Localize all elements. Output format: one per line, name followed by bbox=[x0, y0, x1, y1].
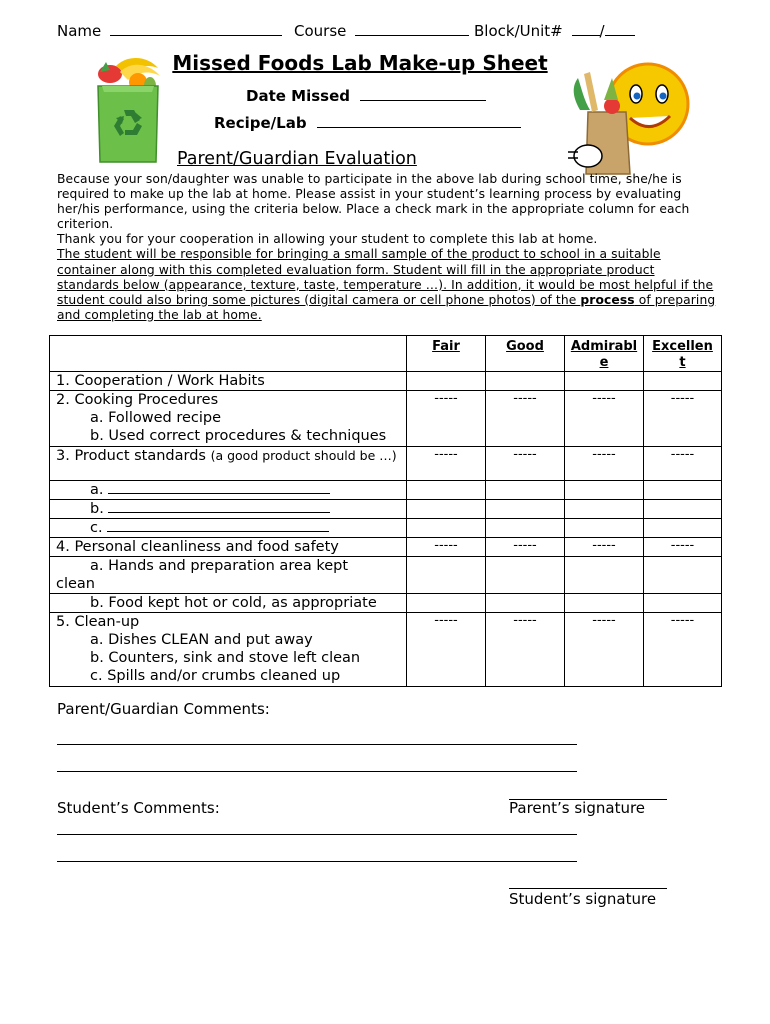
rating-cell[interactable] bbox=[644, 500, 722, 519]
course-label: Course bbox=[294, 22, 347, 40]
rating-cell[interactable] bbox=[407, 594, 486, 613]
green-bag-icon bbox=[98, 86, 158, 162]
table-row bbox=[50, 594, 722, 613]
table-header-row bbox=[50, 336, 722, 372]
table-row bbox=[50, 519, 722, 538]
name-field bbox=[57, 22, 282, 40]
recipe-lab-field bbox=[214, 114, 521, 132]
date-missed-label: Date Missed bbox=[246, 87, 350, 105]
student-comment-line-2[interactable] bbox=[57, 861, 577, 862]
standard-c-line[interactable] bbox=[107, 519, 329, 532]
intro-paragraph-1: Because your son/daughter was unable to participate in the above lab during school time, she/he is required to make up the lab at home. Please assist in your student’s learning process by evaluating her/his performance, using the criteria below. Place a check mark in the appropriate column for each criterion. bbox=[57, 172, 690, 232]
smiley-grocery-bag-icon bbox=[566, 60, 690, 178]
criteria-header-cell bbox=[50, 336, 407, 372]
table-row bbox=[50, 481, 722, 500]
student-signature-line[interactable] bbox=[509, 888, 667, 889]
rating-cell[interactable] bbox=[407, 519, 486, 538]
table-row bbox=[50, 613, 722, 687]
rating-cell[interactable] bbox=[407, 500, 486, 519]
standard-b: b. bbox=[50, 500, 407, 519]
rating-cell[interactable]: ----- bbox=[407, 391, 486, 447]
rating-cell[interactable]: ----- bbox=[407, 538, 486, 557]
standard-a-line[interactable] bbox=[108, 481, 330, 494]
rating-cell[interactable] bbox=[644, 481, 722, 500]
block-separator: / bbox=[599, 22, 605, 40]
rating-cell[interactable] bbox=[486, 594, 565, 613]
criterion-cleanliness: 4. Personal cleanliness and food safety bbox=[50, 538, 407, 557]
name-line bbox=[110, 22, 282, 36]
student-signature-label: Student’s signature bbox=[509, 890, 657, 908]
rating-cell[interactable] bbox=[644, 519, 722, 538]
rating-cell[interactable] bbox=[486, 500, 565, 519]
rating-cell[interactable]: ----- bbox=[644, 447, 722, 481]
rating-cell[interactable] bbox=[407, 557, 486, 594]
rating-cell[interactable]: ----- bbox=[407, 447, 486, 481]
rating-cell[interactable] bbox=[565, 594, 644, 613]
evaluation-table bbox=[49, 335, 722, 687]
recipe-lab-line bbox=[317, 114, 521, 128]
criterion-product-standards: 3. Product standards (a good product should be …) bbox=[50, 447, 407, 481]
rating-cell[interactable] bbox=[565, 500, 644, 519]
rating-cell[interactable] bbox=[644, 557, 722, 594]
recycle-bag-icon bbox=[88, 52, 168, 164]
table-row bbox=[50, 557, 722, 594]
parent-comments-label: Parent/Guardian Comments: bbox=[57, 700, 270, 718]
date-missed-line bbox=[360, 87, 486, 101]
process-bold: process bbox=[580, 292, 635, 307]
block-line bbox=[572, 22, 600, 36]
rating-cell[interactable] bbox=[565, 519, 644, 538]
parent-comment-line-1[interactable] bbox=[57, 744, 577, 745]
rating-cell[interactable] bbox=[407, 481, 486, 500]
date-missed-field bbox=[246, 87, 486, 105]
rating-cell[interactable]: ----- bbox=[565, 538, 644, 557]
rating-cell[interactable]: ----- bbox=[486, 391, 565, 447]
rating-cell[interactable] bbox=[486, 519, 565, 538]
cleanliness-b: b. Food kept hot or cold, as appropriate bbox=[50, 594, 407, 613]
rating-cell[interactable]: ----- bbox=[644, 538, 722, 557]
rating-cell[interactable]: ----- bbox=[407, 613, 486, 687]
column-good: Good bbox=[486, 336, 565, 372]
standard-a: a. bbox=[50, 481, 407, 500]
intro-paragraph-2: Thank you for your cooperation in allowing your student to complete this lab at home. bbox=[57, 232, 598, 247]
rating-cell[interactable] bbox=[486, 372, 565, 391]
criterion-cooking-procedures: 2. Cooking Procedures a. Followed recipe b. Used correct procedures & techniques bbox=[50, 391, 407, 447]
column-admirable: Admirabl e bbox=[565, 336, 644, 372]
parent-comment-line-2[interactable] bbox=[57, 771, 577, 772]
recipe-lab-label: Recipe/Lab bbox=[214, 114, 307, 132]
rating-cell[interactable] bbox=[565, 372, 644, 391]
table-row bbox=[50, 372, 722, 391]
block-unit-label: Block/Unit# bbox=[474, 22, 563, 40]
table-row bbox=[50, 500, 722, 519]
standard-c: c. bbox=[50, 519, 407, 538]
standard-b-line[interactable] bbox=[108, 500, 330, 513]
block-unit-field bbox=[474, 22, 635, 40]
parent-signature-label: Parent’s signature bbox=[509, 799, 646, 817]
student-comment-line-1[interactable] bbox=[57, 834, 577, 835]
rating-cell[interactable]: ----- bbox=[486, 447, 565, 481]
rating-cell[interactable]: ----- bbox=[565, 613, 644, 687]
rating-cell[interactable]: ----- bbox=[644, 391, 722, 447]
table-row bbox=[50, 538, 722, 557]
rating-cell[interactable] bbox=[644, 594, 722, 613]
table-row bbox=[50, 447, 722, 481]
glove-hand-icon bbox=[574, 145, 602, 167]
evaluation-heading: Parent/Guardian Evaluation bbox=[177, 149, 417, 169]
intro-paragraph-3: The student will be responsible for bringing a small sample of the product to school in a suitable container along with this completed evaluation form. Student will fill in the appropriate product standards below (appearance, texture, taste, temperature …). In addition, it would be most helpful if the student could also bring some pictures (digital camera or cell phone photos) of the process of preparing and completing the lab at home. bbox=[57, 247, 716, 322]
rating-cell[interactable] bbox=[407, 372, 486, 391]
rating-cell[interactable] bbox=[644, 372, 722, 391]
student-comments-label: Student’s Comments: bbox=[57, 799, 220, 817]
unit-line bbox=[605, 22, 635, 36]
cleanliness-a: a. Hands and preparation area kept clean bbox=[50, 557, 407, 594]
rating-cell[interactable]: ----- bbox=[486, 538, 565, 557]
name-label: Name bbox=[57, 22, 102, 40]
rating-cell[interactable]: ----- bbox=[565, 391, 644, 447]
intro-text bbox=[57, 172, 717, 323]
course-field bbox=[294, 22, 469, 40]
rating-cell[interactable]: ----- bbox=[565, 447, 644, 481]
criterion-clean-up: 5. Clean-up a. Dishes CLEAN and put away b. Counters, sink and stove left clean c. Spills and/or crumbs cleaned up bbox=[50, 613, 407, 687]
rating-cell[interactable]: ----- bbox=[644, 613, 722, 687]
rating-cell[interactable]: ----- bbox=[486, 613, 565, 687]
rating-cell[interactable] bbox=[565, 481, 644, 500]
rating-cell[interactable] bbox=[486, 481, 565, 500]
column-excellent: Excellen t bbox=[644, 336, 722, 372]
criterion-cooperation: 1. Cooperation / Work Habits bbox=[50, 372, 407, 391]
page-title: Missed Foods Lab Make-up Sheet bbox=[172, 51, 548, 75]
rating-cell[interactable] bbox=[565, 557, 644, 594]
rating-cell[interactable] bbox=[486, 557, 565, 594]
course-line bbox=[355, 22, 469, 36]
table-row bbox=[50, 391, 722, 447]
column-fair: Fair bbox=[407, 336, 486, 372]
